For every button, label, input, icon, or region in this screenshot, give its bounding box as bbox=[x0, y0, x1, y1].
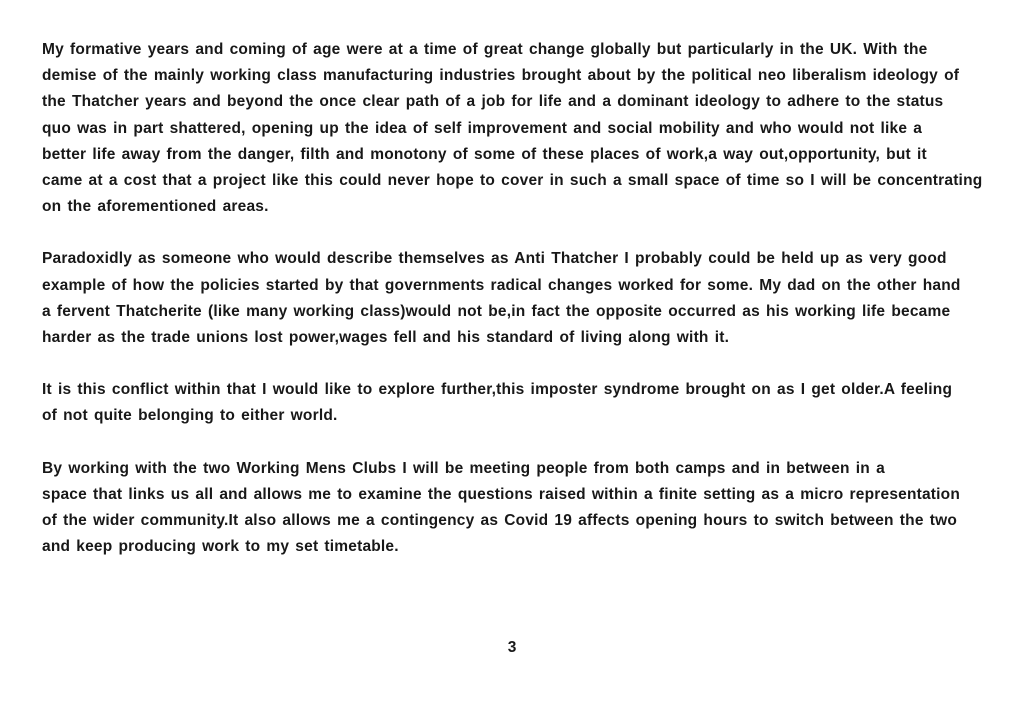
paragraph bbox=[42, 377, 996, 429]
text-line: space that links us all and allows me to examine the questions raised within a finite setting as a micro representation bbox=[42, 485, 961, 503]
text-line: By working with the two Working Mens Clubs I will be meeting people from both camps and in between in a bbox=[42, 459, 885, 477]
text-line: of the wider community.It also allows me a contingency as Covid 19 affects opening hours to switch between the two bbox=[42, 512, 958, 530]
paragraph bbox=[42, 37, 996, 220]
text-line: harder as the trade unions lost power,wages fell and his standard of living along with it. bbox=[42, 329, 730, 347]
text-line: example of how the policies started by that governments radical changes worked for some. My dad on the other hand bbox=[42, 276, 961, 294]
document-body bbox=[42, 37, 996, 586]
text-line: on the aforementioned areas. bbox=[42, 198, 269, 216]
paragraph bbox=[42, 246, 996, 351]
text-line: of not quite belonging to either world. bbox=[42, 407, 338, 425]
paragraph bbox=[42, 456, 996, 561]
text-line: demise of the mainly working class manufacturing industries brought about by the political neo liberalism ideology of bbox=[42, 67, 960, 85]
text-line: better life away from the danger, filth and monotony of some of these places of work,a way out,opportunity, but it bbox=[42, 145, 927, 163]
text-line: and keep producing work to my set timetable. bbox=[42, 538, 399, 556]
text-line: the Thatcher years and beyond the once clear path of a job for life and a dominant ideology to adhere to the status bbox=[42, 93, 944, 111]
text-line: a fervent Thatcherite (like many working class)would not be,in fact the opposite occurred as his working life became bbox=[42, 302, 951, 320]
text-line: It is this conflict within that I would like to explore further,this imposter syndrome brought on as I get older.A feeling bbox=[42, 381, 953, 399]
text-line: came at a cost that a project like this could never hope to cover in such a small space of time so I will be concentrating bbox=[42, 172, 983, 190]
text-line: My formative years and coming of age were at a time of great change globally but particularly in the UK. With the bbox=[42, 41, 928, 58]
text-line: quo was in part shattered, opening up the idea of self improvement and social mobility and who would not like a bbox=[42, 119, 923, 137]
text-line: Paradoxidly as someone who would describe themselves as Anti Thatcher I probably could be held up as very good bbox=[42, 250, 947, 268]
page-number: 3 bbox=[507, 639, 517, 656]
